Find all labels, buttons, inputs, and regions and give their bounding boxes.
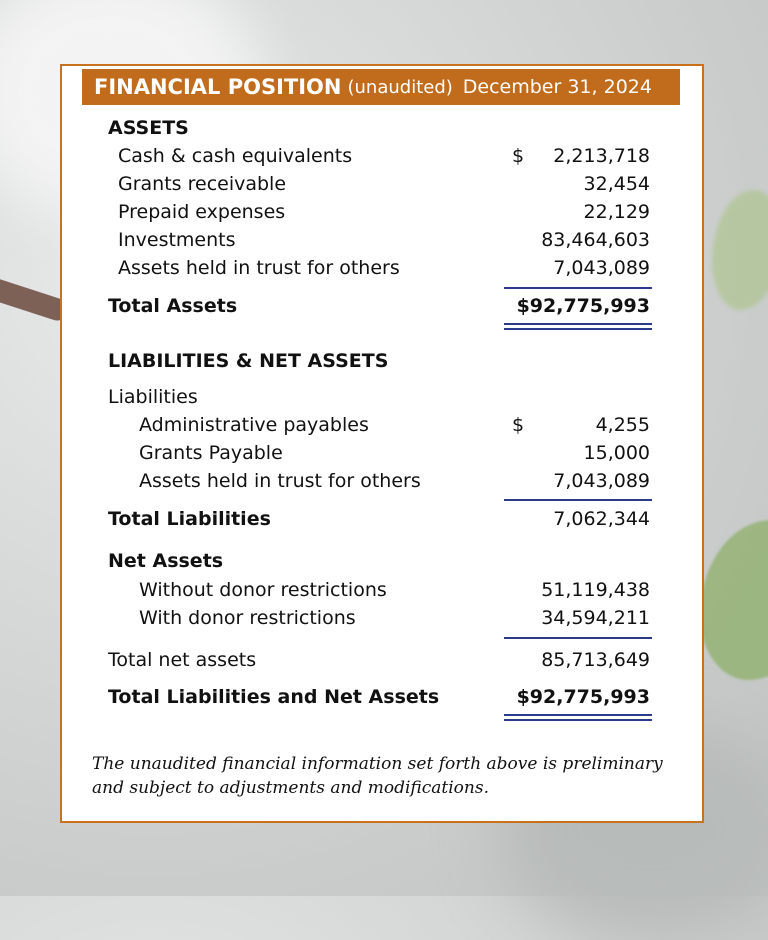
total-liabilities-amount: 7,062,344 — [553, 508, 650, 530]
total-assets-row — [62, 295, 706, 319]
liability-label: Administrative payables — [139, 414, 369, 436]
asset-amount: 83,464,603 — [541, 229, 650, 251]
liability-label: Assets held in trust for others — [139, 470, 421, 492]
assets-heading-row — [62, 117, 706, 141]
subtotal-rule — [504, 499, 652, 501]
net-asset-row — [62, 607, 706, 631]
net-asset-amount: 51,119,438 — [541, 579, 650, 601]
asset-row — [62, 173, 706, 197]
asset-label: Investments — [118, 229, 236, 251]
liability-label: Grants Payable — [139, 442, 283, 464]
total-net-assets-amount: 85,713,649 — [541, 649, 650, 671]
liability-row — [62, 414, 706, 438]
double-rule-bottom — [504, 328, 652, 330]
banner-title: FINANCIAL POSITION — [94, 75, 342, 99]
double-rule-top — [504, 323, 652, 325]
total-net-assets-row — [62, 649, 706, 673]
asset-label: Grants receivable — [118, 173, 287, 195]
leaf-decoration — [700, 520, 768, 680]
liabilities-heading: Liabilities — [108, 386, 198, 408]
total-assets-label: Total Assets — [108, 295, 238, 317]
asset-row — [62, 257, 706, 281]
total-liabilities-label: Total Liabilities — [108, 508, 271, 530]
asset-row — [62, 145, 706, 169]
liabilities-heading-row — [62, 386, 706, 410]
liability-row — [62, 442, 706, 466]
liabilities-net-assets-heading-row — [62, 350, 706, 374]
liability-amount: 7,043,089 — [553, 470, 650, 492]
banner-date: December 31, 2024 — [462, 76, 652, 98]
net-asset-row — [62, 579, 706, 603]
total-net-assets-label: Total net assets — [108, 649, 257, 671]
asset-row — [62, 229, 706, 253]
grand-total-amount: $92,775,993 — [516, 686, 650, 708]
grand-total-label: Total Liabilities and Net Assets — [108, 686, 440, 708]
grand-total-row — [62, 686, 706, 710]
liability-row — [62, 470, 706, 494]
financial-position-card — [60, 64, 704, 823]
footnote: The unaudited financial information set forth above is preliminary and subject to adjustments and modifications. — [92, 754, 663, 798]
double-rule-bottom — [504, 719, 652, 721]
net-asset-label: With donor restrictions — [139, 607, 356, 629]
net-assets-heading: Net Assets — [108, 550, 224, 572]
total-liabilities-row — [62, 508, 706, 532]
currency-symbol: $ — [512, 414, 525, 436]
net-asset-label: Without donor restrictions — [139, 579, 387, 601]
asset-amount: 7,043,089 — [553, 257, 650, 279]
banner-qualifier: (unaudited) — [347, 76, 453, 98]
currency-symbol: $ — [512, 145, 525, 167]
liability-amount: 15,000 — [583, 442, 650, 464]
title-banner — [82, 69, 680, 105]
assets-heading: ASSETS — [108, 117, 189, 139]
net-assets-heading-row — [62, 550, 706, 574]
liabilities-net-assets-heading: LIABILITIES & NET ASSETS — [108, 350, 389, 372]
asset-row — [62, 201, 706, 225]
subtotal-rule — [504, 287, 652, 289]
net-asset-amount: 34,594,211 — [541, 607, 650, 629]
asset-amount: 2,213,718 — [553, 145, 650, 167]
total-assets-amount: $92,775,993 — [516, 295, 650, 317]
asset-label: Cash & cash equivalents — [118, 145, 353, 167]
asset-amount: 32,454 — [583, 173, 650, 195]
asset-amount: 22,129 — [583, 201, 650, 223]
double-rule-top — [504, 714, 652, 716]
subtotal-rule — [504, 637, 652, 639]
asset-label: Assets held in trust for others — [118, 257, 400, 279]
leaf-decoration — [712, 190, 768, 310]
asset-label: Prepaid expenses — [118, 201, 286, 223]
liability-amount: 4,255 — [595, 414, 650, 436]
